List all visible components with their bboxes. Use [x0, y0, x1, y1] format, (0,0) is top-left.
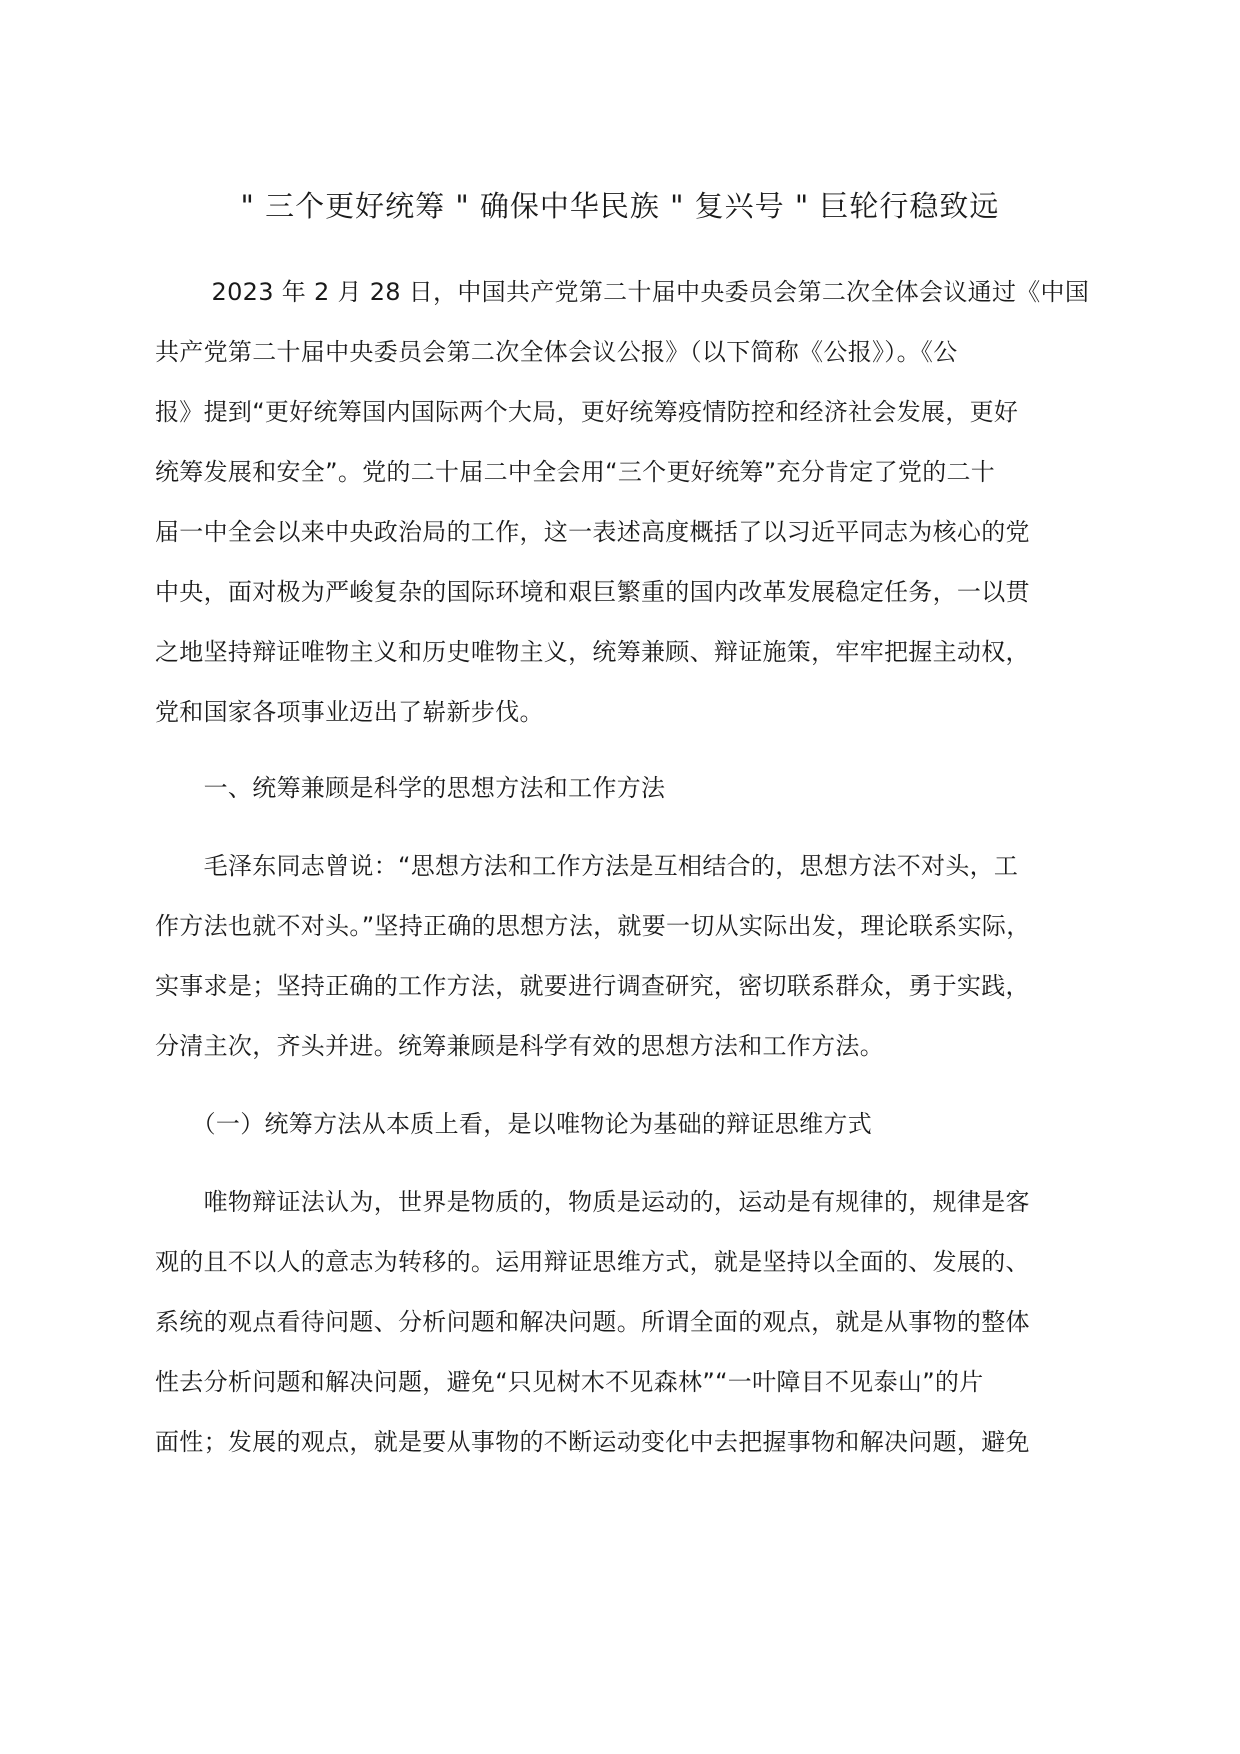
body-line: 作方法也就不对头。”坚持正确的思想方法，就要一切从实际出发，理论联系实际， [155, 912, 1031, 940]
subsection-heading: （一）统筹方法从本质上看，是以唯物论为基础的辩证思维方式 [155, 1110, 872, 1138]
body-line: 实事求是；坚持正确的工作方法，就要进行调查研究，密切联系群众，勇于实践， [155, 972, 1030, 1000]
body-line: 2023 年 2 月 28 日，中国共产党第二十届中央委员会第二次全体会议通过《中国 [155, 278, 1090, 306]
body-line: 中央，面对极为严峻复杂的国际环境和艰巨繁重的国内改革发展稳定任务，一以贯 [155, 578, 1030, 606]
body-line: 党和国家各项事业迈出了崭新步伐。 [155, 698, 544, 726]
document-title: " 三个更好统筹 " 确保中华民族 " 复兴号 " 巨轮行稳致远 [240, 189, 1000, 223]
body-line: 共产党第二十届中央委员会第二次全体会议公报》（以下简称《公报》）。《公 [155, 338, 958, 366]
body-line: 面性；发展的观点，就是要从事物的不断运动变化中去把握事物和解决问题，避免 [155, 1428, 1030, 1456]
body-line: 毛泽东同志曾说：“思想方法和工作方法是互相结合的，思想方法不对头，工 [155, 852, 1019, 880]
body-line: 系统的观点看待问题、分析问题和解决问题。所谓全面的观点，就是从事物的整体 [155, 1308, 1030, 1336]
body-line: 观的且不以人的意志为转移的。运用辩证思维方式，就是坚持以全面的、发展的、 [155, 1248, 1030, 1276]
body-line: 报》提到“更好统筹国内国际两个大局，更好统筹疫情防控和经济社会发展，更好 [155, 398, 1019, 426]
body-line: 届一中全会以来中央政治局的工作，这一表述高度概括了以习近平同志为核心的党 [155, 518, 1030, 546]
body-line: 性去分析问题和解决问题，避免“只见树木不见森林”“一叶障目不见泰山”的片 [155, 1368, 984, 1396]
body-line: 分清主次，齐头并进。统筹兼顾是科学有效的思想方法和工作方法。 [155, 1032, 884, 1060]
body-line: 之地坚持辩证唯物主义和历史唯物主义，统筹兼顾、辩证施策，牢牢把握主动权， [155, 638, 1030, 666]
body-line: 统筹发展和安全”。党的二十届二中全会用“三个更好统筹”充分肯定了党的二十 [155, 458, 996, 486]
section-heading: 一、统筹兼顾是科学的思想方法和工作方法 [155, 774, 666, 802]
body-line: 唯物辩证法认为，世界是物质的，物质是运动的，运动是有规律的，规律是客 [155, 1188, 1030, 1216]
